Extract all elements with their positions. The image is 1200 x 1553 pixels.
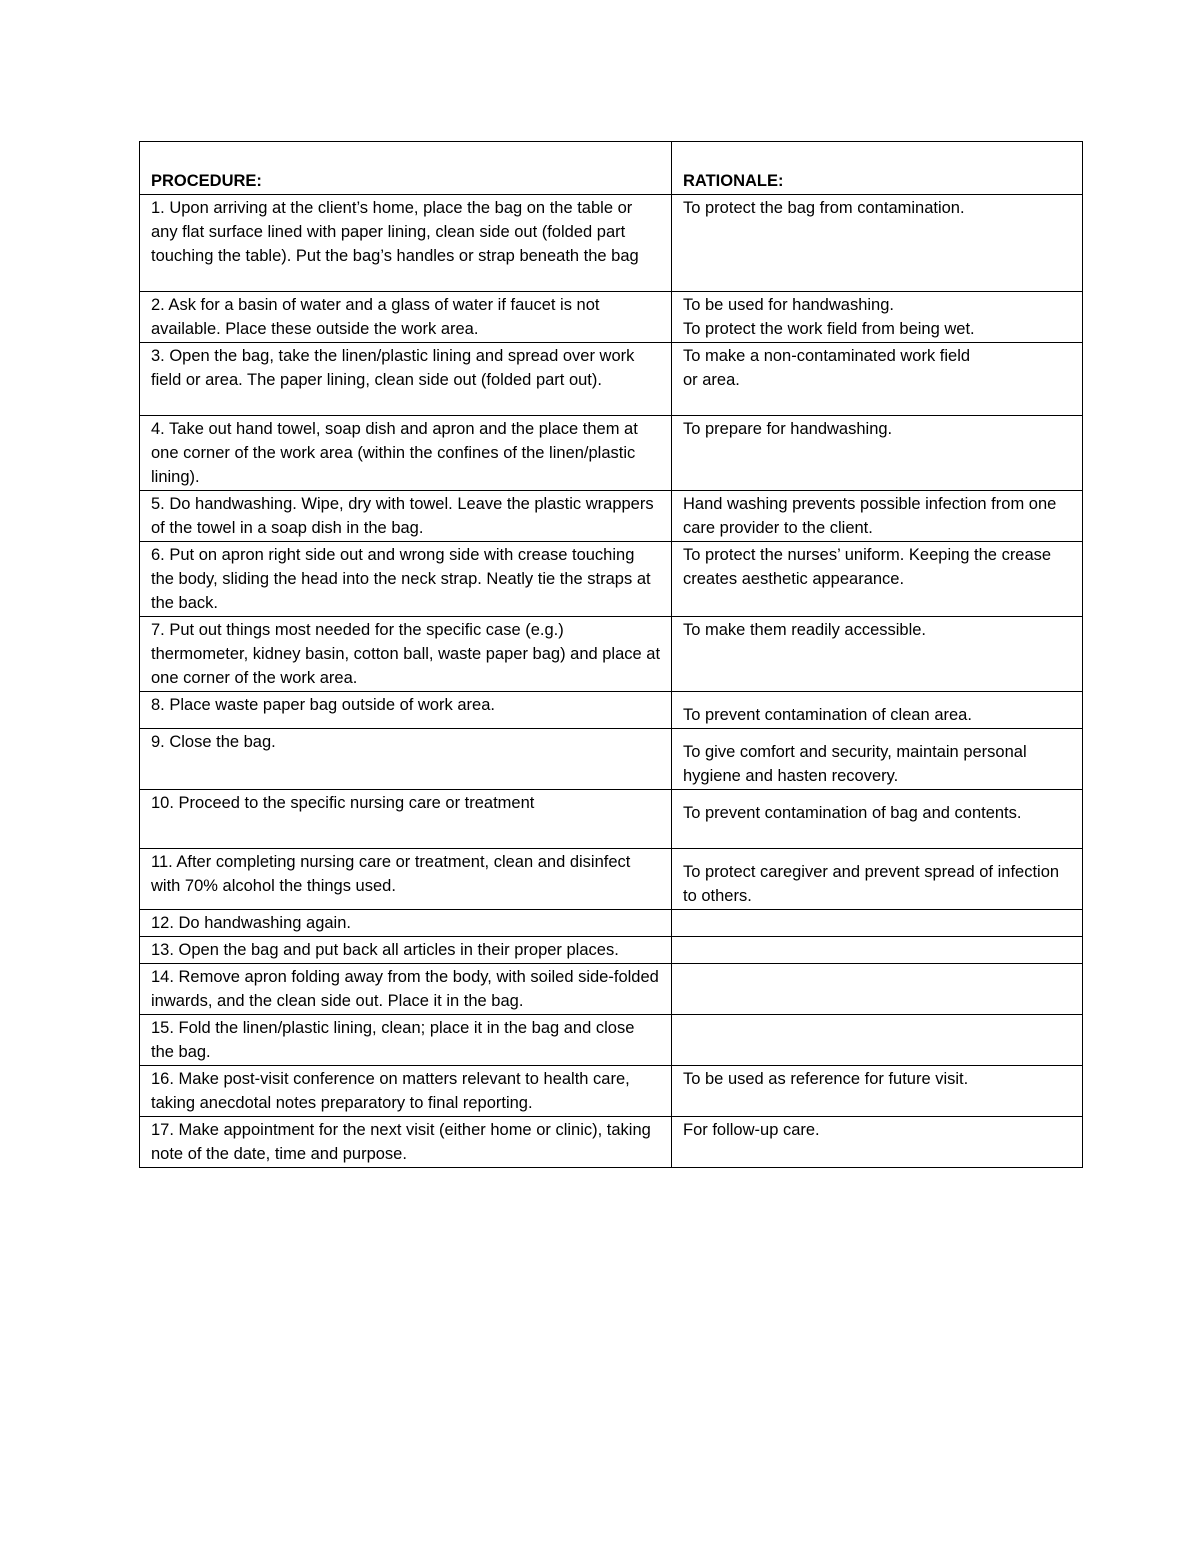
- rationale-text: To prevent contamination of clean area.: [683, 706, 972, 724]
- procedure-text: 16. Make post-visit conference on matters relevant to health care, taking anecdotal notes preparatory to final reporting.: [151, 1070, 630, 1112]
- table-row: [140, 542, 1083, 617]
- rationale-cell: [672, 790, 1083, 849]
- table-row: [140, 790, 1083, 849]
- procedure-cell: [140, 416, 672, 491]
- procedure-text: 7. Put out things most needed for the specific case (e.g.) thermometer, kidney basin, cotton ball, waste paper bag) and place at one corner of the work area.: [151, 621, 661, 687]
- rationale-cell: [672, 692, 1083, 729]
- table-row: [140, 292, 1083, 343]
- procedure-cell: [140, 292, 672, 343]
- procedure-cell: [140, 1117, 672, 1168]
- procedure-text: 8. Place waste paper bag outside of work area.: [151, 696, 495, 714]
- procedure-cell: [140, 195, 672, 292]
- table-row: [140, 964, 1083, 1015]
- procedure-cell: [140, 692, 672, 729]
- procedure-cell: [140, 1066, 672, 1117]
- rationale-cell: [672, 617, 1083, 692]
- rationale-text: To prepare for handwashing.: [683, 420, 893, 438]
- procedure-header: [140, 142, 672, 195]
- rationale-text: To give comfort and security, maintain personal hygiene and hasten recovery.: [683, 743, 1027, 785]
- table-row: [140, 491, 1083, 542]
- rationale-cell: [672, 292, 1083, 343]
- procedure-cell: [140, 849, 672, 910]
- rationale-cell: [672, 416, 1083, 491]
- procedure-cell: [140, 964, 672, 1015]
- procedure-text: 3. Open the bag, take the linen/plastic lining and spread over work field or area. The paper lining, clean side out (folded part out).: [151, 347, 635, 389]
- rationale-header-text: RATIONALE:: [683, 172, 784, 190]
- rationale-text: To be used as reference for future visit.: [683, 1070, 969, 1088]
- rationale-cell: [672, 729, 1083, 790]
- rationale-text: To prevent contamination of bag and contents.: [683, 804, 1022, 822]
- rationale-cell: [672, 343, 1083, 416]
- procedure-text: 2. Ask for a basin of water and a glass of water if faucet is not available. Place these outside the work area.: [151, 296, 600, 338]
- procedure-text: 5. Do handwashing. Wipe, dry with towel. Leave the plastic wrappers of the towel in a soap dish in the bag.: [151, 495, 654, 537]
- rationale-cell: [672, 195, 1083, 292]
- table-row: [140, 937, 1083, 964]
- procedure-cell: [140, 343, 672, 416]
- rationale-text: To protect caregiver and prevent spread of infection to others.: [683, 863, 1060, 905]
- table-row: [140, 1015, 1083, 1066]
- procedure-text: 12. Do handwashing again.: [151, 914, 351, 932]
- table-row: [140, 195, 1083, 292]
- rationale-cell: [672, 964, 1083, 1015]
- table-header-row: [140, 142, 1083, 195]
- procedure-text: 6. Put on apron right side out and wrong side with crease touching the body, sliding the head into the neck strap. Neatly tie the straps at the back.: [151, 546, 651, 612]
- table-row: [140, 343, 1083, 416]
- procedure-rationale-table: [139, 141, 1083, 1168]
- procedure-text: 17. Make appointment for the next visit (either home or clinic), taking note of the date, time and purpose.: [151, 1121, 651, 1163]
- procedure-cell: [140, 729, 672, 790]
- procedure-header-text: PROCEDURE:: [151, 172, 262, 190]
- table-row: [140, 1117, 1083, 1168]
- rationale-text: Hand washing prevents possible infection from one care provider to the client.: [683, 495, 1057, 537]
- rationale-cell: [672, 1015, 1083, 1066]
- procedure-cell: [140, 937, 672, 964]
- procedure-text: 15. Fold the linen/plastic lining, clean; place it in the bag and close the bag.: [151, 1019, 635, 1061]
- rationale-cell: [672, 937, 1083, 964]
- procedure-cell: [140, 790, 672, 849]
- table-row: [140, 617, 1083, 692]
- rationale-text: To make a non-contaminated work field or area.: [683, 347, 971, 389]
- procedure-text: 4. Take out hand towel, soap dish and apron and the place them at one corner of the work area (within the confines of the linen/plastic lining).: [151, 420, 638, 486]
- table-row: [140, 692, 1083, 729]
- rationale-cell: [672, 910, 1083, 937]
- rationale-header: [672, 142, 1083, 195]
- procedure-text: 1. Upon arriving at the client’s home, place the bag on the table or any flat surface lined with paper lining, clean side out (folded part touching the table). Put the bag’s handles or strap beneath the bag: [151, 199, 639, 265]
- rationale-text: To make them readily accessible.: [683, 621, 927, 639]
- rationale-cell: [672, 542, 1083, 617]
- rationale-cell: [672, 491, 1083, 542]
- rationale-text: To protect the nurses’ uniform. Keeping the crease creates aesthetic appearance.: [683, 546, 1052, 588]
- procedure-text: 11. After completing nursing care or treatment, clean and disinfect with 70% alcohol the things used.: [151, 853, 631, 895]
- table-row: [140, 1066, 1083, 1117]
- procedure-cell: [140, 542, 672, 617]
- procedure-cell: [140, 617, 672, 692]
- rationale-text: To be used for handwashing. To protect the work field from being wet.: [683, 296, 975, 338]
- procedure-cell: [140, 1015, 672, 1066]
- procedure-text: 10. Proceed to the specific nursing care or treatment: [151, 794, 535, 812]
- procedure-text: 9. Close the bag.: [151, 733, 276, 751]
- table-row: [140, 910, 1083, 937]
- table-row: [140, 849, 1083, 910]
- rationale-cell: [672, 1117, 1083, 1168]
- procedure-cell: [140, 910, 672, 937]
- procedure-cell: [140, 491, 672, 542]
- rationale-cell: [672, 849, 1083, 910]
- rationale-cell: [672, 1066, 1083, 1117]
- table-row: [140, 729, 1083, 790]
- rationale-text: For follow-up care.: [683, 1121, 820, 1139]
- procedure-text: 13. Open the bag and put back all articles in their proper places.: [151, 941, 619, 959]
- procedure-text: 14. Remove apron folding away from the body, with soiled side-folded inwards, and the clean side out. Place it in the bag.: [151, 968, 659, 1010]
- table-row: [140, 416, 1083, 491]
- rationale-text: To protect the bag from contamination.: [683, 199, 965, 217]
